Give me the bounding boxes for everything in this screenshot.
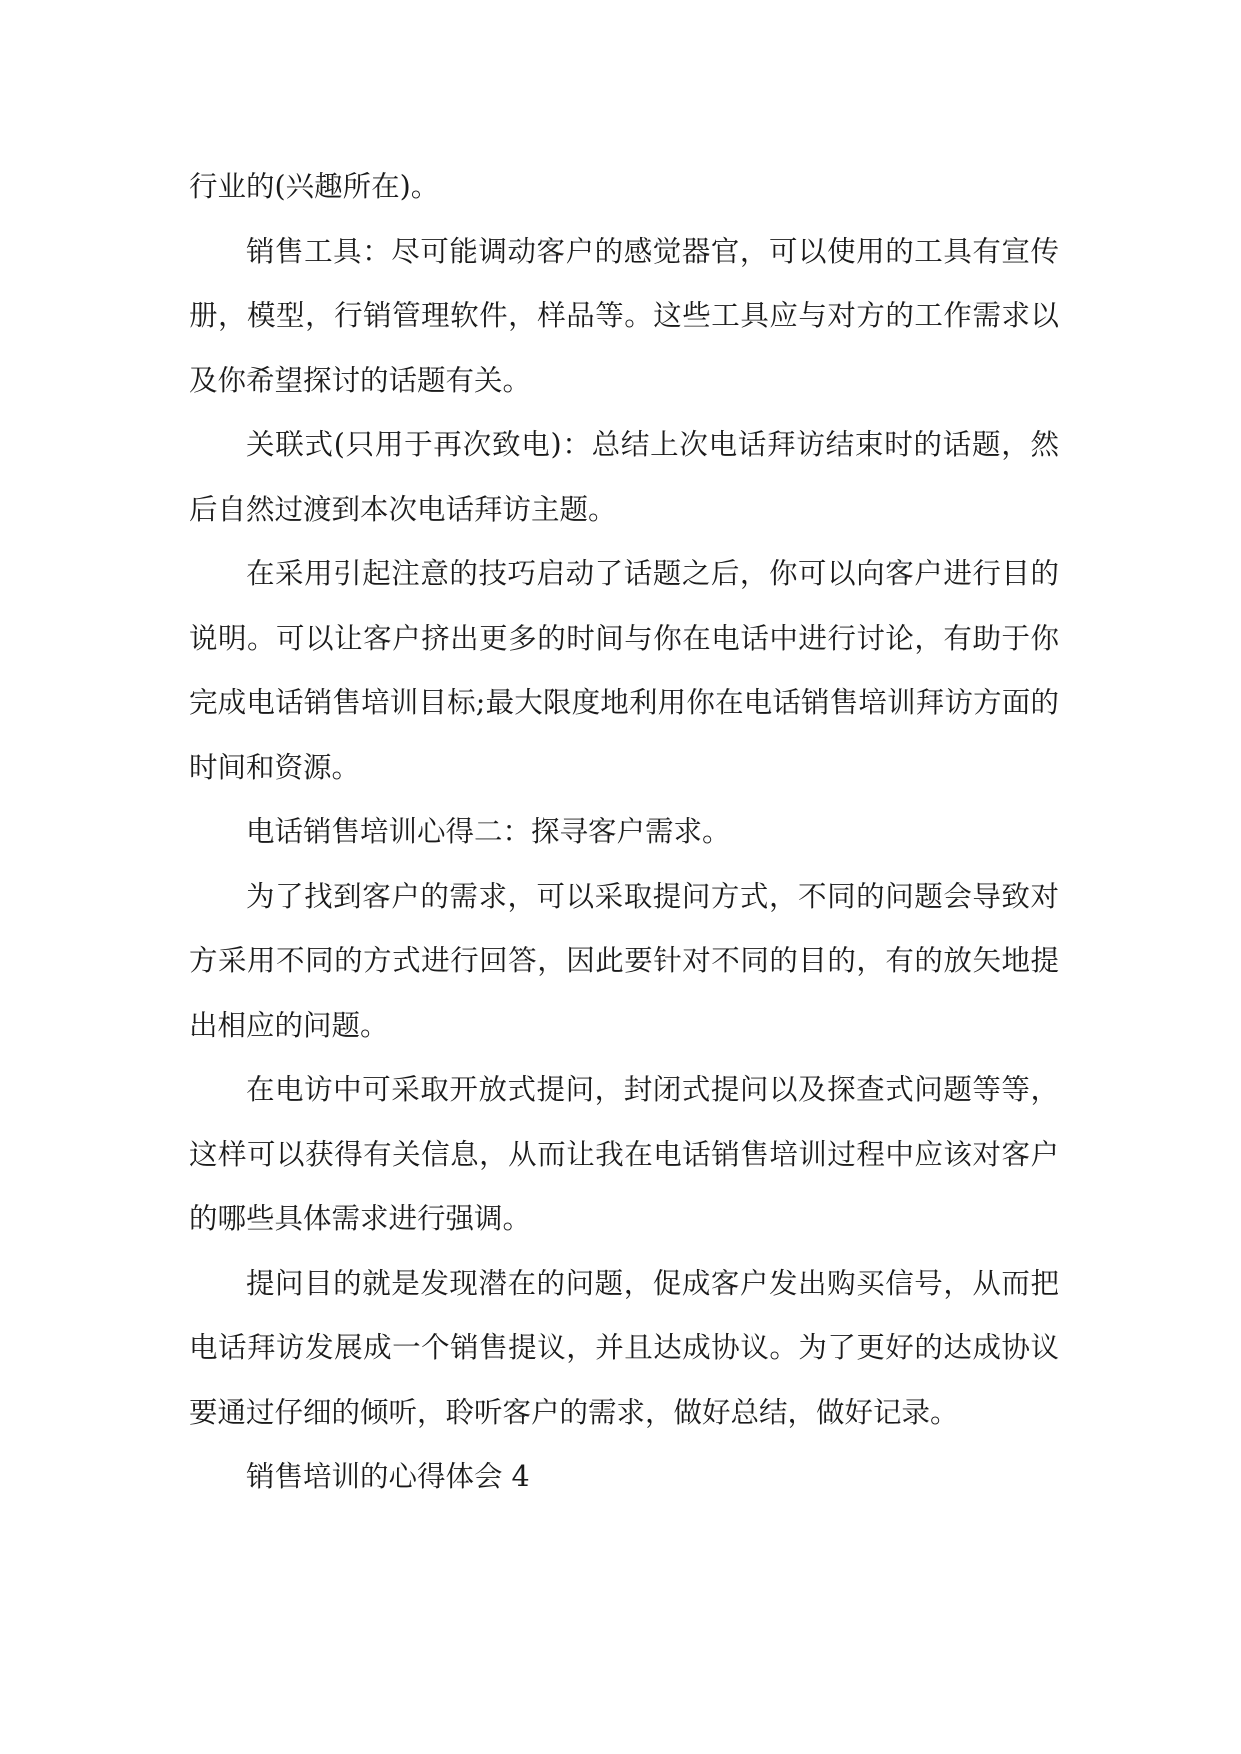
section-heading: 销售培训的心得体会 4 <box>246 1460 530 1493</box>
document-body <box>189 155 1059 1510</box>
paragraph: 提问目的就是发现潜在的问题，促成客户发出购买信号，从而把电话拜访发展成一个销售提议，并且达成协议。为了更好的达成协议要通过仔细的倾听，聆听客户的需求，做好总结，做好记录。 <box>189 1266 1059 1429</box>
paragraph: 关联式(只用于再次致电)：总结上次电话拜访结束时的话题，然后自然过渡到本次电话拜访主题。 <box>189 428 1059 526</box>
section-heading: 电话销售培训心得二：探寻客户需求。 <box>246 815 731 848</box>
paragraph: 在电访中可采取开放式提问，封闭式提问以及探查式问题等等，这样可以获得有关信息，从而让我在电话销售培训过程中应该对客户的哪些具体需求进行强调。 <box>189 1073 1059 1235</box>
paragraph: 销售工具：尽可能调动客户的感觉器官，可以使用的工具有宣传册，模型，行销管理软件，样品等。这些工具应与对方的工作需求以及你希望探讨的话题有关。 <box>189 234 1059 397</box>
paragraph: 行业的(兴趣所在)。 <box>189 170 440 203</box>
paragraph: 为了找到客户的需求，可以采取提问方式，不同的问题会导致对方采用不同的方式进行回答，因此要针对不同的目的，有的放矢地提出相应的问题。 <box>189 879 1059 1042</box>
paragraph: 在采用引起注意的技巧启动了话题之后，你可以向客户进行目的说明。可以让客户挤出更多的时间与你在电话中进行讨论，有助于你完成电话销售培训目标;最大限度地利用你在电话销售培训拜访方面的时间和资源。 <box>189 557 1059 784</box>
